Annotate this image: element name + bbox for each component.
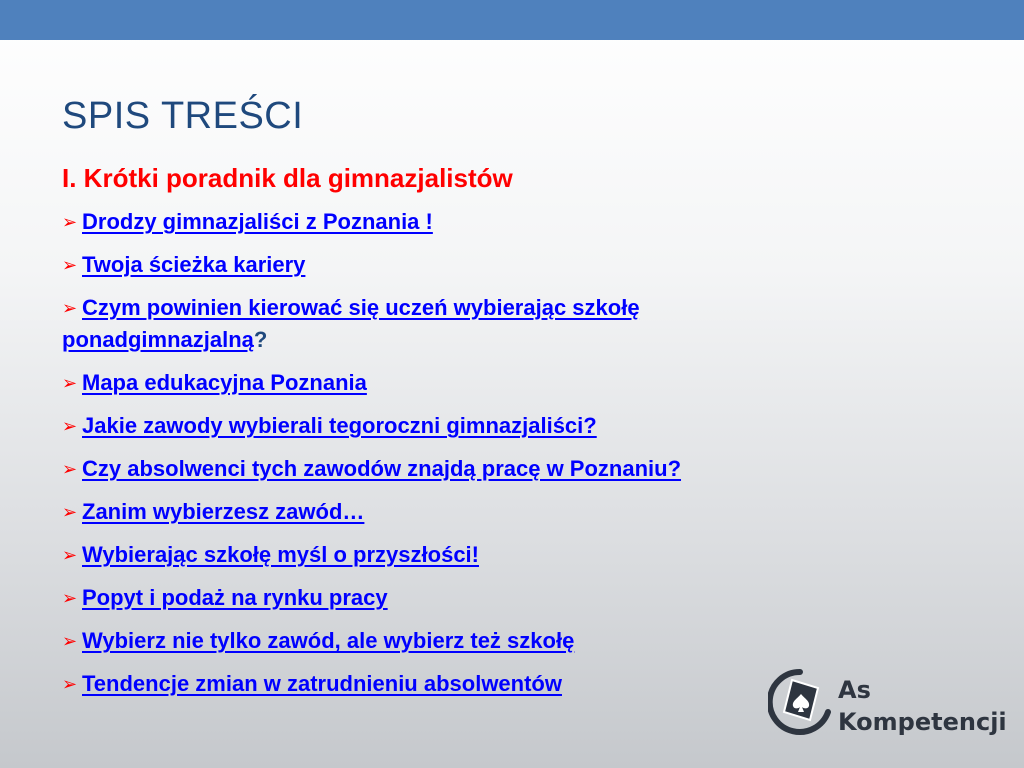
- arrow-bullet-icon: ➢: [62, 545, 78, 565]
- toc-item: [62, 668, 822, 700]
- toc-link[interactable]: Popyt i podaż na rynku pracy: [82, 585, 388, 610]
- arrow-bullet-icon: ➢: [62, 255, 78, 275]
- toc-link[interactable]: Wybierając szkołę myśl o przyszłości!: [82, 542, 479, 567]
- toc-link[interactable]: Wybierz nie tylko zawód, ale wybierz też szkołę: [82, 628, 575, 653]
- logo-line-2: Kompetencji: [838, 708, 1007, 736]
- toc-link[interactable]: Tendencje zmian w zatrudnieniu absolwentów: [82, 671, 562, 696]
- toc-item: [62, 625, 822, 657]
- toc-item: [62, 539, 822, 571]
- arrow-bullet-icon: ➢: [62, 674, 78, 694]
- arrow-bullet-icon: ➢: [62, 588, 78, 608]
- arrow-bullet-icon: ➢: [62, 298, 78, 318]
- toc-item: [62, 206, 822, 238]
- toc-link[interactable]: Mapa edukacyjna Poznania: [82, 370, 367, 395]
- toc-link[interactable]: Twoja ścieżka kariery: [82, 252, 306, 277]
- toc-item: [62, 496, 822, 528]
- slide-title: SPIS TREŚCI: [62, 95, 304, 137]
- logo-line-1: As: [838, 676, 871, 704]
- arrow-bullet-icon: ➢: [62, 502, 78, 522]
- toc-item: [62, 582, 822, 614]
- spade-card-icon: [768, 668, 832, 740]
- table-of-contents: [62, 206, 822, 711]
- arrow-bullet-icon: ➢: [62, 459, 78, 479]
- as-kompetencji-logo: [768, 668, 1007, 748]
- arrow-bullet-icon: ➢: [62, 373, 78, 393]
- toc-item: [62, 249, 822, 281]
- arrow-bullet-icon: ➢: [62, 212, 78, 232]
- toc-item-suffix: ?: [253, 327, 268, 352]
- toc-link[interactable]: Czy absolwenci tych zawodów znajdą pracę w Poznaniu?: [82, 456, 682, 481]
- toc-item: [62, 292, 822, 356]
- top-accent-bar: [0, 0, 1024, 40]
- arrow-bullet-icon: ➢: [62, 416, 78, 436]
- logo-wordmark: [838, 674, 1007, 738]
- arrow-bullet-icon: ➢: [62, 631, 78, 651]
- section-heading: I. Krótki poradnik dla gimnazjalistów: [62, 163, 513, 193]
- toc-item: [62, 367, 822, 399]
- toc-link[interactable]: Jakie zawody wybierali tegoroczni gimnazjaliści?: [82, 413, 597, 438]
- toc-link[interactable]: Zanim wybierzesz zawód…: [82, 499, 365, 524]
- toc-link[interactable]: Drodzy gimnazjaliści z Poznania !: [82, 209, 433, 234]
- toc-item: [62, 410, 822, 442]
- toc-item: [62, 453, 822, 485]
- toc-link[interactable]: Czym powinien kierować się uczeń wybierając szkołę ponadgimnazjalną: [62, 295, 640, 352]
